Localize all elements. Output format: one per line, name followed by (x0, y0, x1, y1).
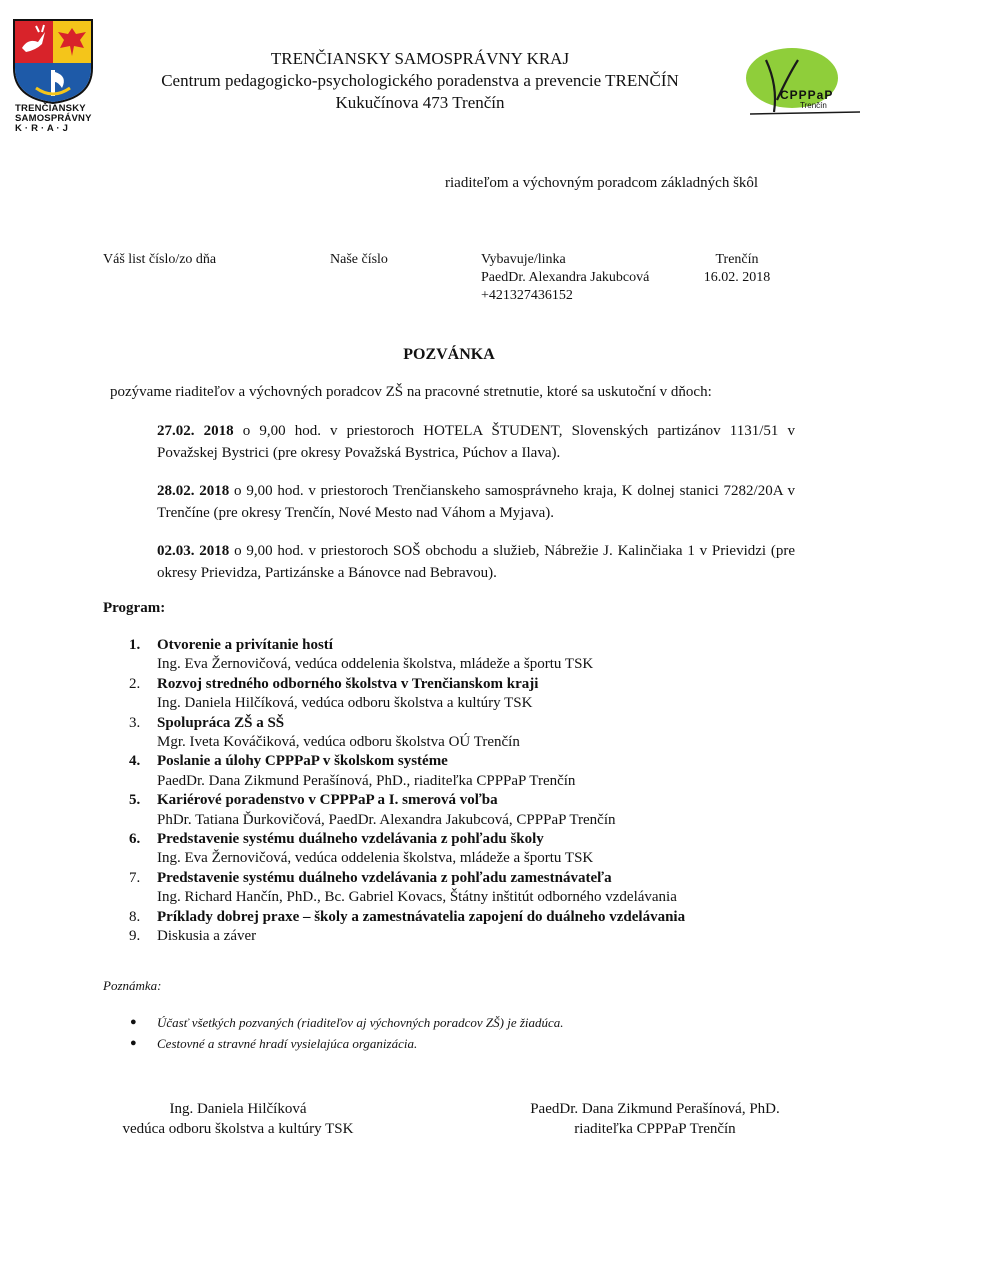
date: 16.02. 2018 (703, 270, 771, 285)
note-item (130, 1012, 564, 1033)
program-item (103, 908, 803, 927)
meeting-date: 02.03. 2018 (157, 543, 230, 559)
tsk-logo-line1: TRENČIANSKY (15, 103, 86, 114)
meeting-text: o 9,00 hod. v priestoroch SOŠ obchodu a služieb, Nábrežie J. Kalinčiaka 1 v Prievidzi (pre okresy Prievidza, Partizánske a Bánovce nad Bebravou). (157, 543, 796, 581)
program-item-person: Ing. Eva Žernovičová, vedúca oddelenia školstva, mládeže a športu TSK (157, 850, 594, 867)
program-item-title: Diskusia a záver (157, 928, 257, 945)
signature-role: riaditeľka CPPPaP Trenčín (574, 1121, 736, 1137)
cpppap-sub: Trenčín (800, 101, 827, 110)
note-text: Účasť všetkých pozvaných (riaditeľov aj výchovných poradcov ZŠ) je žiadúca. (157, 1015, 564, 1030)
note-item (130, 1033, 564, 1054)
program-item-title: Príklady dobrej praxe – školy a zamestnávatelia zapojení do duálneho vzdelávania (157, 908, 686, 925)
bullet-icon: ● (130, 1037, 137, 1049)
program-item (103, 869, 803, 908)
place-date (697, 251, 777, 287)
meeting-text: o 9,00 hod. v priestoroch Trenčianskeho samosprávneho kraja, K dolnej stanici 7282/20A v Trenčíne (pre okresy Trenčín, Nové Mesto nad Váhom a Myjava). (157, 483, 796, 521)
signature-name: Ing. Daniela Hilčíková (169, 1101, 307, 1117)
program-item-number: 5. (129, 792, 141, 809)
coat-of-arms-icon (12, 18, 94, 104)
program-item (103, 927, 803, 946)
document-title: POZVÁNKA (403, 346, 495, 363)
program-item-title: Spolupráca ZŠ a SŠ (157, 714, 285, 731)
program-item-person: PhDr. Tatiana Ďurkovičová, PaedDr. Alexandra Jakubcová, CPPPaP Trenčín (157, 811, 616, 828)
signature-left (98, 1099, 378, 1139)
handled-by-label: Vybavuje/linka (481, 252, 566, 267)
letterhead (120, 48, 720, 114)
program-item-title: Kariérové poradenstvo v CPPPaP a I. smerová voľba (157, 792, 498, 809)
program-item-number: 6. (129, 831, 141, 848)
meeting-2 (157, 480, 795, 524)
signature-role: vedúca odboru školstva a kultúry TSK (122, 1121, 354, 1137)
program-item (103, 636, 803, 675)
note-title: Poznámka: (103, 978, 162, 993)
tsk-logo-line2: SAMOSPRÁVNY (15, 113, 92, 124)
program-item-number: 4. (129, 753, 141, 770)
tsk-logo (12, 18, 96, 134)
program-item-title: Poslanie a úlohy CPPPaP v školskom systéme (157, 753, 448, 770)
program-item-title: Predstavenie systému duálneho vzdelávania z pohľadu zamestnávateľa (157, 869, 612, 886)
meeting-1 (157, 420, 795, 464)
notes-list (130, 1012, 564, 1054)
program-item-person: Mgr. Iveta Kováčiková, vedúca odboru školstva OÚ Trenčín (157, 734, 520, 751)
program-list (103, 636, 803, 947)
tsk-logo-line3: K · R · A · J (15, 123, 69, 134)
program-item-person: PaedDr. Dana Zikmund Perašínová, PhD., riaditeľka CPPPaP Trenčín (157, 772, 576, 789)
place: Trenčín (715, 252, 759, 267)
letterhead-line3: Kukučínova 473 Trenčín (335, 93, 505, 112)
program-item-person: Ing. Richard Hančín, PhD., Bc. Gabriel Kovacs, Štátny inštitút odborného vzdelávania (157, 889, 677, 906)
cpppap-logo (744, 46, 864, 118)
bullet-icon: ● (130, 1016, 137, 1028)
program-item-number: 3. (129, 714, 141, 731)
program-item-person: Ing. Daniela Hilčíková, vedúca odboru školstva a kultúry TSK (157, 695, 533, 712)
program-item-person: Ing. Eva Žernovičová, vedúca oddelenia školstva, mládeže a športu TSK (157, 656, 594, 673)
program-item-number: 8. (129, 908, 141, 925)
program-item-number: 9. (129, 928, 141, 945)
handled-by-name: PaedDr. Alexandra Jakubcová (481, 270, 650, 285)
program-item-number: 7. (129, 869, 141, 886)
meeting-date: 27.02. 2018 (157, 423, 234, 439)
program-title: Program: (103, 600, 166, 616)
program-item (103, 714, 803, 753)
program-item-title: Otvorenie a privítanie hostí (157, 637, 333, 653)
handled-by-phone: +421327436152 (481, 288, 573, 303)
addressee: riaditeľom a výchovným poradcom základných škôl (445, 175, 759, 191)
program-item-title: Rozvoj stredného odborného školstva v Trenčianskom kraji (157, 675, 539, 692)
program-item (103, 752, 803, 791)
note-text: Cestovné a stravné hradí vysielajúca organizácia. (157, 1036, 418, 1051)
our-number-label: Naše číslo (330, 252, 388, 267)
signature-name: PaedDr. Dana Zikmund Perašínová, PhD. (530, 1101, 780, 1117)
letterhead-line2: Centrum pedagogicko-psychologického poradenstva a prevencie TRENČÍN (161, 71, 679, 90)
meeting-3 (157, 540, 795, 584)
intro-text: pozývame riaditeľov a výchovných poradcov ZŠ na pracovné stretnutie, ktoré sa uskutoční v dňoch: (110, 384, 712, 400)
meeting-date: 28.02. 2018 (157, 483, 230, 499)
signature-right (500, 1099, 810, 1139)
program-item (103, 675, 803, 714)
program-item (103, 791, 803, 830)
your-letter-label: Váš list číslo/zo dňa (103, 252, 217, 267)
cpppap-brand: CPPPaP (780, 88, 834, 102)
program-item-number: 2. (129, 675, 141, 692)
program-item-title: Predstavenie systému duálneho vzdelávania z pohľadu školy (157, 831, 544, 848)
program-item (103, 830, 803, 869)
meeting-text: o 9,00 hod. v priestoroch HOTELA ŠTUDENT, Slovenských partizánov 1131/51 v Považskej Bystrici (pre okresy Považská Bystrica, Púchov a Ilava). (157, 423, 795, 461)
letterhead-line1: TRENČIANSKY SAMOSPRÁVNY KRAJ (270, 49, 570, 68)
program-item-number: 1. (129, 637, 141, 653)
handled-by (481, 251, 649, 305)
